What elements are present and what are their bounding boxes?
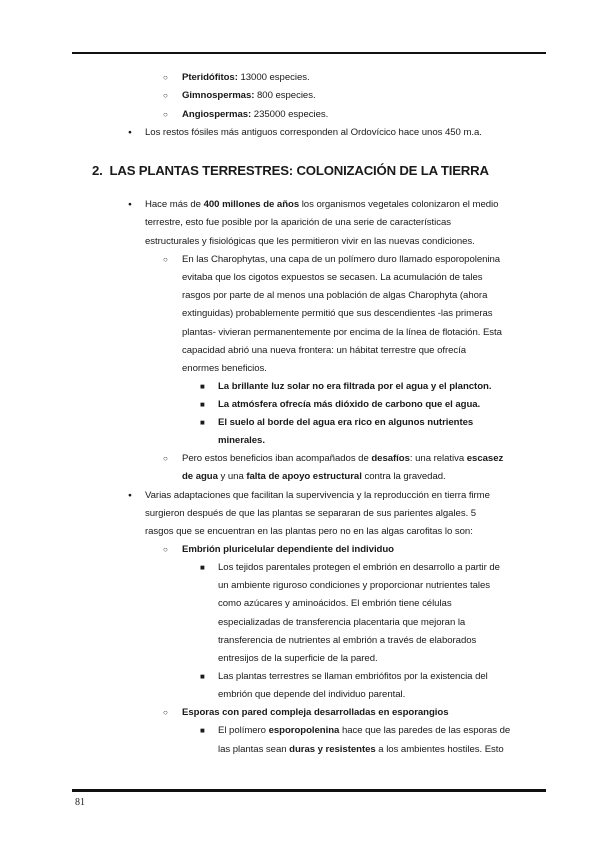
spores-line-2: las plantas sean duras y resistentes a los ambientes hostiles. Esto <box>218 744 504 755</box>
benefit-item: El suelo al borde del agua era rico en algunos nutrientes <box>218 417 474 428</box>
disc-bullet-icon <box>128 124 132 143</box>
disc-bullet-icon <box>128 487 132 506</box>
square-bullet-icon <box>200 414 205 432</box>
list-item-angiospermas: Angiospermas: 235000 especies. <box>182 109 329 120</box>
square-bullet-icon <box>200 722 205 740</box>
header-rule <box>72 52 546 54</box>
square-bullet-icon <box>200 378 205 396</box>
intro-line-1: Hace más de 400 millones de años los organismos vegetales colonizaron el medio <box>145 199 499 210</box>
embryo-p2-line: Las plantas terrestres se llaman embriófitos por la existencia del <box>218 671 488 682</box>
footer-rule <box>72 789 546 792</box>
circle-bullet-icon <box>163 106 168 124</box>
spores-line-1: El polímero esporopolenina hace que las paredes de las esporas de <box>218 725 511 736</box>
intro-line-3: estructurales y fisiológicas que les permitieron vivir en las nuevas condiciones. <box>145 236 475 247</box>
embryo-p1-line: como azúcares y aminoácidos. El embrión tiene células <box>218 598 452 609</box>
charophytas-line: En las Charophytas, una capa de un polímero duro llamado esporopolenina <box>182 254 501 265</box>
list-item-gimnospermas: Gimnospermas: 800 especies. <box>182 90 316 101</box>
charophytas-line: enormes beneficios. <box>182 363 267 374</box>
benefit-item: La atmósfera ofrecía más dióxido de carbono que el agua. <box>218 399 481 410</box>
charophytas-line: extinguidas) probablemente permitió que sus descendientes -las primeras <box>182 308 493 319</box>
embryo-p1-line: entresijos de la superficie de la pared. <box>218 653 378 664</box>
intro-line-2: terrestre, esto fue posible por la aparición de una serie de características <box>145 217 452 228</box>
spores-title: Esporas con pared compleja desarrolladas en esporangios <box>182 707 449 718</box>
section-heading: 2. LAS PLANTAS TERRESTRES: COLONIZACIÓN DE LA TIERRA <box>92 163 489 178</box>
charophytas-line: rasgos por parte de al menos una población de algas Charophyta (ahora <box>182 290 488 301</box>
list-item-pteridofitos: Pteridófitos: 13000 especies. <box>182 72 310 83</box>
embryo-p1-line: un ambiente riguroso condiciones y proporcionar nutrientes tales <box>218 580 490 591</box>
square-bullet-icon <box>200 668 205 686</box>
fossil-bullet-text: Los restos fósiles más antiguos corresponden al Ordovícico hace unos 450 m.a. <box>145 127 482 138</box>
embryo-p1-line: especializadas de transferencia placentaria que mejoran la <box>218 617 466 628</box>
embryo-p1-line: Los tejidos parentales protegen el embrión en desarrollo a partir de <box>218 562 500 573</box>
charophytas-line: plantas- vivieran permanentemente por encima de la línea de flotación. Esta <box>182 327 502 338</box>
adaptations-line: rasgos que se encuentran en las plantas pero no en las algas carofitas lo son: <box>145 526 473 537</box>
embryo-p2-line: embrión que depende del individuo parental. <box>218 689 406 700</box>
circle-bullet-icon <box>163 704 168 722</box>
square-bullet-icon <box>200 559 205 577</box>
embryo-p1-line: transferencia de nutrientes al embrión a través de elaborados <box>218 635 477 646</box>
circle-bullet-icon <box>163 69 168 87</box>
adaptations-line: surgieron después de que las plantas se separaran de sus parientes algales. 5 <box>145 508 477 519</box>
square-bullet-icon <box>200 396 205 414</box>
challenges-line-2: de agua y una falta de apoyo estructural contra la gravedad. <box>182 471 446 482</box>
charophytas-line: evitaba que los cigotos expuestos se secasen. La acumulación de tales <box>182 272 483 283</box>
page-number: 81 <box>75 797 85 808</box>
circle-bullet-icon <box>163 541 168 559</box>
circle-bullet-icon <box>163 251 168 269</box>
benefit-item-continued: minerales. <box>218 435 265 446</box>
benefit-item: La brillante luz solar no era filtrada por el agua y el plancton. <box>218 381 492 392</box>
charophytas-line: capacidad abrió una nueva frontera: un hábitat terrestre que ofrecía <box>182 345 467 356</box>
circle-bullet-icon <box>163 450 168 468</box>
adaptations-line: Varias adaptaciones que facilitan la supervivencia y la reproducción en tierra firme <box>145 490 490 501</box>
embryo-title: Embrión pluricelular dependiente del individuo <box>182 544 394 555</box>
disc-bullet-icon <box>128 196 132 215</box>
circle-bullet-icon <box>163 87 168 105</box>
challenges-line-1: Pero estos beneficios iban acompañados de desafíos: una relativa escasez <box>182 453 504 464</box>
